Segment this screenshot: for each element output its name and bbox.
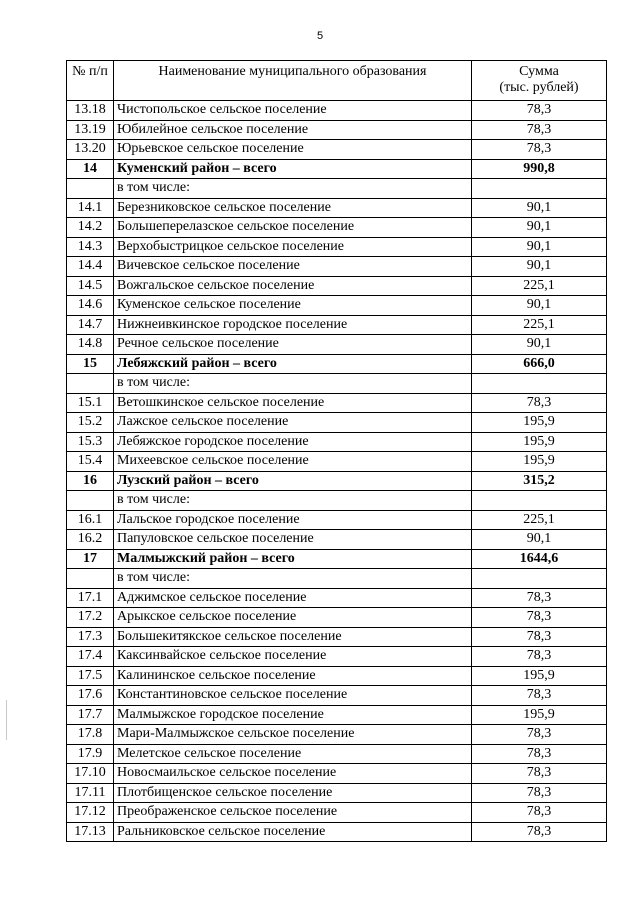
table-row [67, 296, 607, 316]
row-sum-cell: 225,1 [472, 510, 607, 530]
header-sum-line2: (тыс. рублей) [499, 80, 579, 95]
row-number-cell: 13.19 [67, 120, 114, 140]
row-number-cell: 17 [67, 549, 114, 569]
table-row [67, 432, 607, 452]
row-sum-cell: 90,1 [472, 198, 607, 218]
row-sum-cell: 78,3 [472, 140, 607, 160]
row-number-cell: 14.4 [67, 257, 114, 277]
row-sum-cell: 90,1 [472, 257, 607, 277]
row-name-cell: Большеперелазское сельское поселение [114, 218, 472, 238]
row-sum-cell: 90,1 [472, 530, 607, 550]
row-number-cell: 16.1 [67, 510, 114, 530]
row-name-cell: в том числе: [114, 374, 472, 394]
row-name-cell: Калининское сельское поселение [114, 666, 472, 686]
table-row [67, 510, 607, 530]
row-number-cell: 15.4 [67, 452, 114, 472]
district-total-row [67, 159, 607, 179]
row-sum-cell: 78,3 [472, 744, 607, 764]
row-sum-cell: 78,3 [472, 764, 607, 784]
row-name-cell: Константиновское сельское поселение [114, 686, 472, 706]
row-name-cell: Михеевское сельское поселение [114, 452, 472, 472]
row-sum-cell: 78,3 [472, 101, 607, 121]
row-sum-cell: 195,9 [472, 432, 607, 452]
row-name-cell: Юрьевское сельское поселение [114, 140, 472, 160]
row-name-cell: Плотбищенское сельское поселение [114, 783, 472, 803]
district-total-row [67, 549, 607, 569]
row-number-cell [67, 374, 114, 394]
table-row [67, 764, 607, 784]
row-name-cell: Папуловское сельское поселение [114, 530, 472, 550]
row-sum-cell: 666,0 [472, 354, 607, 374]
table-row [67, 140, 607, 160]
row-name-cell: Новосмаильское сельское поселение [114, 764, 472, 784]
row-name-cell: Куменское сельское поселение [114, 296, 472, 316]
row-number-cell: 15.1 [67, 393, 114, 413]
row-number-cell: 15.2 [67, 413, 114, 433]
table-header-row [67, 61, 607, 101]
row-number-cell [67, 491, 114, 511]
row-name-cell: Мелетское сельское поселение [114, 744, 472, 764]
district-total-row [67, 471, 607, 491]
row-sum-cell: 195,9 [472, 413, 607, 433]
row-sum-cell [472, 374, 607, 394]
row-number-cell: 14.8 [67, 335, 114, 355]
table-body [67, 101, 607, 842]
row-name-cell: Лузский район – всего [114, 471, 472, 491]
row-number-cell: 17.13 [67, 822, 114, 842]
row-number-cell: 16 [67, 471, 114, 491]
row-number-cell: 14.6 [67, 296, 114, 316]
header-sum-line1: Сумма [519, 64, 559, 79]
table-row [67, 335, 607, 355]
table-row [67, 257, 607, 277]
row-name-cell: Малмыжское городское поселение [114, 705, 472, 725]
table-row [67, 588, 607, 608]
row-number-cell: 17.1 [67, 588, 114, 608]
table-row [67, 491, 607, 511]
table-row [67, 705, 607, 725]
row-sum-cell: 78,3 [472, 608, 607, 628]
row-name-cell: Чистопольское сельское поселение [114, 101, 472, 121]
row-number-cell: 17.3 [67, 627, 114, 647]
table-row [67, 179, 607, 199]
table-row [67, 198, 607, 218]
table-row [67, 608, 607, 628]
row-name-cell: Лальское городское поселение [114, 510, 472, 530]
row-number-cell: 17.5 [67, 666, 114, 686]
row-number-cell: 13.18 [67, 101, 114, 121]
row-sum-cell: 225,1 [472, 315, 607, 335]
row-sum-cell [472, 569, 607, 589]
row-sum-cell: 315,2 [472, 471, 607, 491]
table-row [67, 237, 607, 257]
row-number-cell: 15.3 [67, 432, 114, 452]
row-sum-cell: 78,3 [472, 725, 607, 745]
row-number-cell: 17.10 [67, 764, 114, 784]
row-sum-cell: 195,9 [472, 666, 607, 686]
row-sum-cell: 90,1 [472, 335, 607, 355]
row-name-cell: Верхобыстрицкое сельское поселение [114, 237, 472, 257]
row-number-cell: 14.5 [67, 276, 114, 296]
row-name-cell: Лебяжский район – всего [114, 354, 472, 374]
header-sum [472, 61, 607, 101]
table-row [67, 374, 607, 394]
row-sum-cell: 78,3 [472, 686, 607, 706]
district-total-row [67, 354, 607, 374]
row-name-cell: Мари-Малмыжское сельское поселение [114, 725, 472, 745]
row-sum-cell: 78,3 [472, 120, 607, 140]
scan-margin-mark [6, 700, 7, 740]
table-row [67, 452, 607, 472]
row-number-cell: 17.12 [67, 803, 114, 823]
row-name-cell: Юбилейное сельское поселение [114, 120, 472, 140]
table-row [67, 120, 607, 140]
table-row [67, 725, 607, 745]
row-number-cell: 17.4 [67, 647, 114, 667]
row-name-cell: Вожгальское сельское поселение [114, 276, 472, 296]
row-number-cell: 17.9 [67, 744, 114, 764]
row-name-cell: в том числе: [114, 491, 472, 511]
table-row [67, 627, 607, 647]
row-number-cell: 17.7 [67, 705, 114, 725]
row-sum-cell: 78,3 [472, 803, 607, 823]
row-name-cell: Каксинвайское сельское поселение [114, 647, 472, 667]
table-row [67, 686, 607, 706]
table-row [67, 218, 607, 238]
row-number-cell: 17.2 [67, 608, 114, 628]
table-row [67, 803, 607, 823]
row-sum-cell: 225,1 [472, 276, 607, 296]
row-sum-cell: 990,8 [472, 159, 607, 179]
table-row [67, 666, 607, 686]
row-sum-cell: 90,1 [472, 218, 607, 238]
row-name-cell: Березниковское сельское поселение [114, 198, 472, 218]
row-number-cell [67, 179, 114, 199]
row-number-cell: 14.3 [67, 237, 114, 257]
row-name-cell: Аджимское сельское поселение [114, 588, 472, 608]
row-number-cell: 17.11 [67, 783, 114, 803]
row-number-cell: 16.2 [67, 530, 114, 550]
row-name-cell: Вичевское сельское поселение [114, 257, 472, 277]
row-sum-cell: 78,3 [472, 588, 607, 608]
row-sum-cell: 90,1 [472, 296, 607, 316]
table-row [67, 569, 607, 589]
row-number-cell: 13.20 [67, 140, 114, 160]
row-sum-cell: 78,3 [472, 783, 607, 803]
row-name-cell: Преображенское сельское поселение [114, 803, 472, 823]
row-name-cell: Лебяжское городское поселение [114, 432, 472, 452]
row-name-cell: Малмыжский район – всего [114, 549, 472, 569]
row-sum-cell: 90,1 [472, 237, 607, 257]
allocation-table [66, 60, 607, 842]
row-name-cell: в том числе: [114, 569, 472, 589]
table-row [67, 276, 607, 296]
header-number: № п/п [67, 61, 114, 101]
table-row [67, 744, 607, 764]
row-number-cell: 17.6 [67, 686, 114, 706]
row-number-cell: 14.1 [67, 198, 114, 218]
row-name-cell: Нижнеивкинское городское поселение [114, 315, 472, 335]
row-sum-cell: 78,3 [472, 393, 607, 413]
header-name: Наименование муниципального образования [114, 61, 472, 101]
row-number-cell: 17.8 [67, 725, 114, 745]
table-row [67, 822, 607, 842]
table-row [67, 315, 607, 335]
row-sum-cell: 1644,6 [472, 549, 607, 569]
row-name-cell: Речное сельское поселение [114, 335, 472, 355]
row-name-cell: Большекитякское сельское поселение [114, 627, 472, 647]
row-sum-cell: 78,3 [472, 627, 607, 647]
table-row [67, 647, 607, 667]
row-number-cell: 14 [67, 159, 114, 179]
row-sum-cell: 195,9 [472, 452, 607, 472]
row-sum-cell: 78,3 [472, 647, 607, 667]
row-number-cell: 15 [67, 354, 114, 374]
row-sum-cell [472, 179, 607, 199]
table-row [67, 413, 607, 433]
table-row [67, 783, 607, 803]
row-sum-cell: 78,3 [472, 822, 607, 842]
row-name-cell: Ральниковское сельское поселение [114, 822, 472, 842]
table-row [67, 393, 607, 413]
row-number-cell: 14.2 [67, 218, 114, 238]
table-row [67, 530, 607, 550]
row-name-cell: Ветошкинское сельское поселение [114, 393, 472, 413]
row-sum-cell: 195,9 [472, 705, 607, 725]
page-number: 5 [316, 30, 324, 42]
row-number-cell: 14.7 [67, 315, 114, 335]
row-sum-cell [472, 491, 607, 511]
row-name-cell: Лажское сельское поселение [114, 413, 472, 433]
row-name-cell: в том числе: [114, 179, 472, 199]
table-row [67, 101, 607, 121]
row-number-cell [67, 569, 114, 589]
row-name-cell: Арыкское сельское поселение [114, 608, 472, 628]
row-name-cell: Куменский район – всего [114, 159, 472, 179]
